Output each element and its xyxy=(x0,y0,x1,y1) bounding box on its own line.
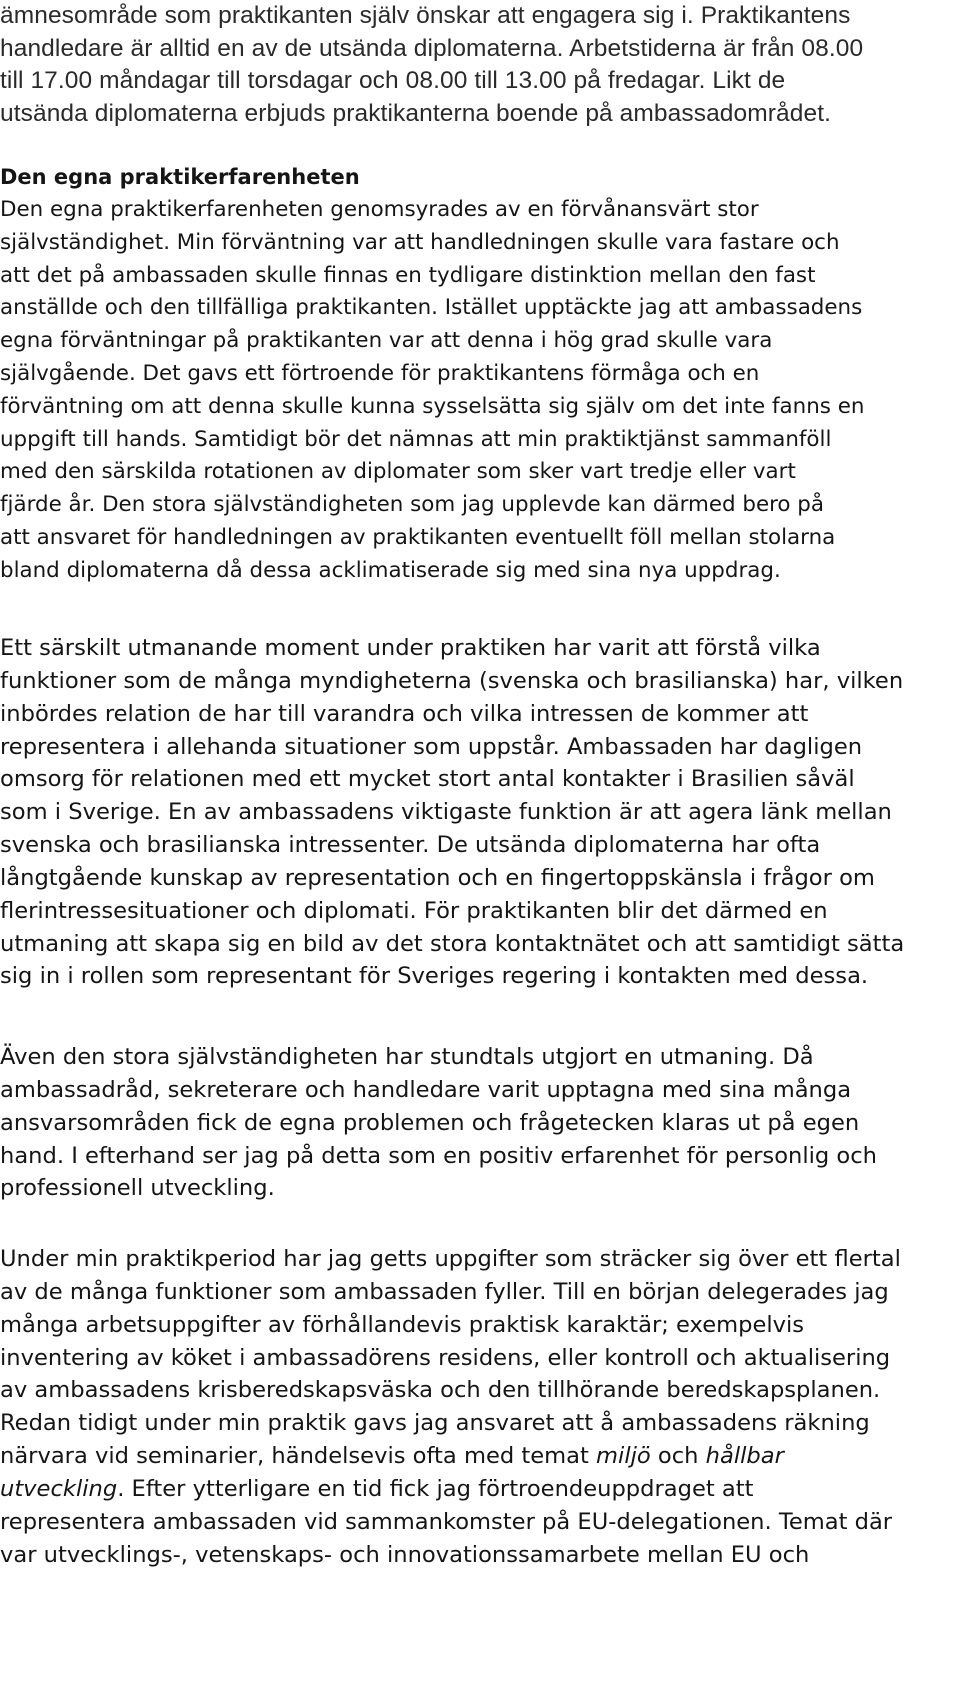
text-line: professionell utveckling. xyxy=(0,1175,275,1202)
text-line: uppgift till hands. Samtidigt bör det nämnas att min praktiktjänst sammanföll xyxy=(0,426,832,452)
text-line: Den egna praktikerfarenheten genomsyrades av en förvånansvärt stor xyxy=(0,197,759,222)
text-line: representera ambassaden vid sammankomster på EU-delegationen. Temat där xyxy=(0,1508,893,1535)
text-line: svenska och brasilianska intressenter. De utsända diplomaterna har ofta xyxy=(0,832,821,859)
emphasis-utveckling: utveckling xyxy=(0,1475,118,1502)
intro-paragraph xyxy=(0,0,863,130)
text-line: fjärde år. Den stora självständigheten som jag upplevde kan därmed bero på xyxy=(0,492,824,518)
text-run: . Efter ytterligare en tid fick jag förtroendeuppdraget att xyxy=(117,1475,754,1502)
text-line: funktioner som de många myndigheterna (svenska och brasilianska) har, vilken xyxy=(0,667,904,694)
text-line: ansvarsområden fick de egna problemen och frågetecken klaras ut på egen xyxy=(0,1109,860,1136)
text-line: att ansvaret för handledningen av praktikanten eventuellt föll mellan stolarna xyxy=(0,524,836,550)
text-line: inbördes relation de har till varandra och vilka intressen de kommer att xyxy=(0,700,809,727)
text-line: anställde och den tillfälliga praktikanten. Istället upptäckte jag att ambassadens xyxy=(0,295,863,321)
text-line: handledare är alltid en av de utsända diplomaterna. Arbetstiderna är från 08.00 xyxy=(0,34,864,62)
text-line: inventering av köket i ambassadörens residens, eller kontroll och aktualisering xyxy=(0,1344,891,1371)
text-line: ämnesområde som praktikanten själv önskar att engagera sig i. Praktikantens xyxy=(0,2,851,29)
text-line: att det på ambassaden skulle finnas en tydligare distinktion mellan den fast xyxy=(0,262,816,288)
text-line: många arbetsuppgifter av förhållandevis praktisk karaktär; exempelvis xyxy=(0,1311,805,1338)
text-line: Även den stora självständigheten har stundtals utgjort en utmaning. Då xyxy=(0,1044,814,1070)
text-run: närvara vid seminarier, händelsevis ofta med temat xyxy=(0,1443,597,1470)
paragraph-tasks xyxy=(0,1243,901,1571)
text-line: utmaning att skapa sig en bild av det stora kontaktnätet och att samtidigt sätta xyxy=(0,930,905,957)
text-run: och xyxy=(650,1443,706,1470)
text-line: bland diplomaterna då dessa acklimatiserade sig med sina nya uppdrag. xyxy=(0,557,781,583)
text-line: sig in i rollen som representant för Sveriges regering i kontakten med dessa. xyxy=(0,963,869,990)
text-line: Redan tidigt under min praktik gavs jag ansvaret att å ambassadens räkning xyxy=(0,1410,870,1437)
text-line: flerintressesituationer och diplomati. För praktikanten blir det därmed en xyxy=(0,897,828,924)
text-line: till 17.00 måndagar till torsdagar och 08.00 till 13.00 på fredagar. Likt de xyxy=(0,67,786,94)
section-heading: Den egna praktikerfarenheten xyxy=(0,165,360,189)
text-line-emphasis xyxy=(0,1473,901,1506)
text-line: utsända diplomaterna erbjuds praktikanterna boende på ambassadområdet. xyxy=(0,99,832,127)
paragraph-independence xyxy=(0,1041,877,1205)
text-line: självständighet. Min förväntning var att handledningen skulle vara fastare och xyxy=(0,229,840,255)
text-line: omsorg för relationen med ett mycket stort antal kontakter i Brasilien såväl xyxy=(0,766,855,793)
text-line: representera i allehanda situationer som uppstår. Ambassaden har dagligen xyxy=(0,733,863,760)
text-line: Ett särskilt utmanande moment under praktiken har varit att förstå vilka xyxy=(0,635,821,661)
paragraph-experience xyxy=(0,194,864,588)
text-line: var utvecklings-, vetenskaps- och innovationssamarbete mellan EU och xyxy=(0,1541,810,1568)
text-line: som i Sverige. En av ambassadens viktigaste funktion är att agera länk mellan xyxy=(0,799,892,826)
text-line: förväntning om att denna skulle kunna sysselsätta sig själv om det inte fanns en xyxy=(0,393,865,419)
text-line: av de många funktioner som ambassaden fyller. Till en början delegerades jag xyxy=(0,1278,889,1305)
text-line: långtgående kunskap av representation och en fingertoppskänsla i frågor om xyxy=(0,864,875,891)
text-line: självgående. Det gavs ett förtroende för praktikantens förmåga och en xyxy=(0,360,760,386)
text-line: med den särskilda rotationen av diplomater som sker vart tredje eller vart xyxy=(0,459,796,485)
paragraph-challenges xyxy=(0,632,904,993)
emphasis-hallbar: hållbar xyxy=(705,1443,784,1470)
text-line: ambassadråd, sekreterare och handledare varit upptagna med sina många xyxy=(0,1076,852,1103)
emphasis-miljo: miljö xyxy=(596,1443,651,1470)
text-line: egna förväntningar på praktikanten var att denna i hög grad skulle vara xyxy=(0,328,773,354)
text-line: av ambassadens krisberedskapsväska och den tillhörande beredskapsplanen. xyxy=(0,1377,881,1404)
text-line: hand. I efterhand ser jag på detta som en positiv erfarenhet för personlig och xyxy=(0,1142,877,1169)
text-line: Under min praktikperiod har jag getts uppgifter som sträcker sig över ett flertal xyxy=(0,1246,901,1272)
text-line-emphasis xyxy=(0,1440,901,1473)
